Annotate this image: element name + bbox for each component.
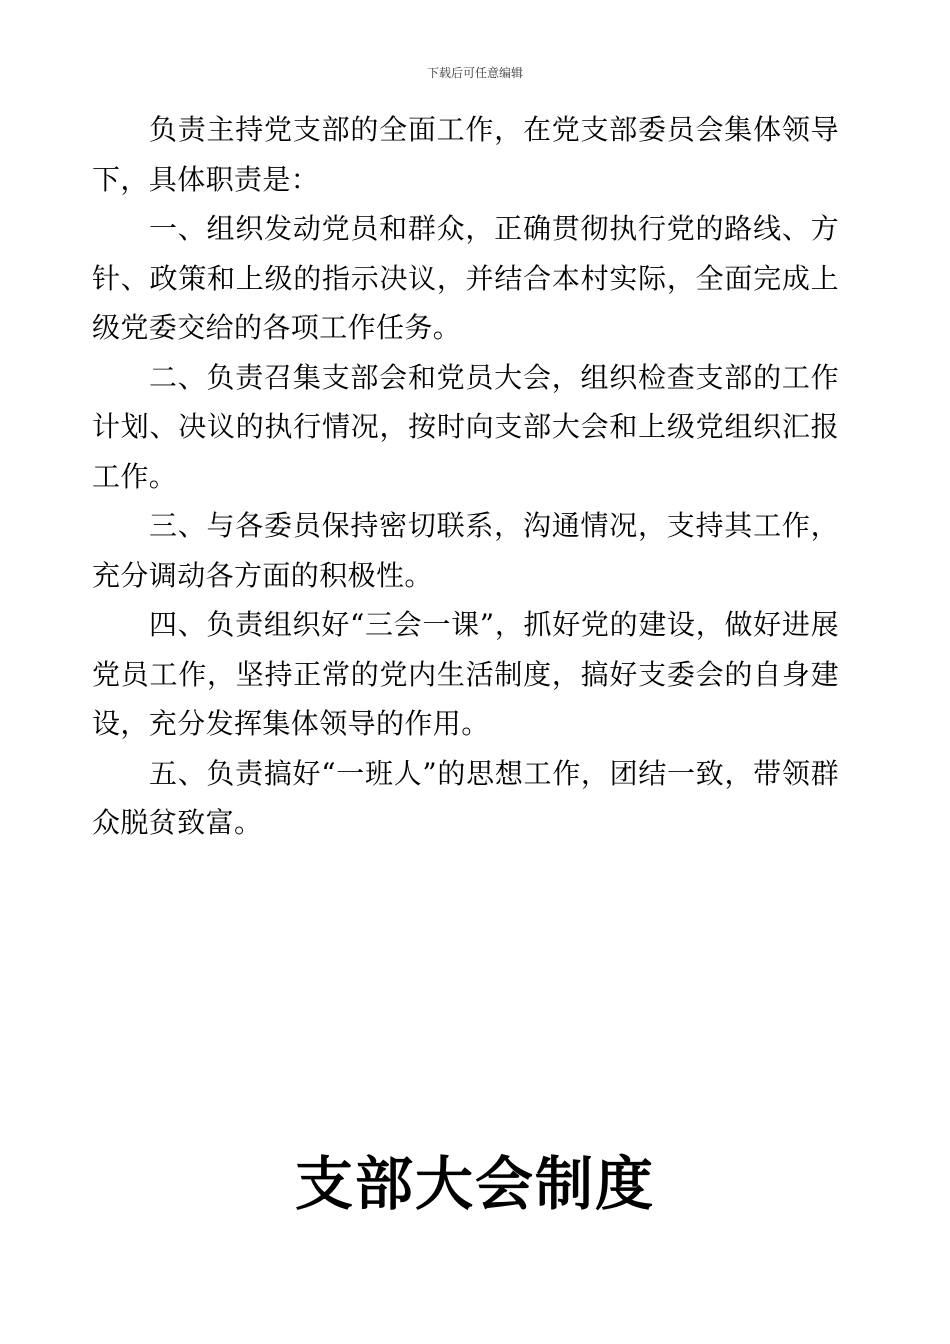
paragraph-duty-5: 五、负责搞好“一班人”的思想工作，团结一致，带领群众脱贫致富。: [92, 756, 839, 839]
paragraph-duty-4: 四、负责组织好“三会一课”，抓好党的建设，做好进展党员工作，坚持正常的党内生活制度，搞好支委会的自身建设，充分发挥集体领导的作用。: [92, 608, 839, 740]
paragraph-duty-2: 二、负责召集支部会和党员大会，组织检查支部的工作计划、决议的执行情况，按时向支部大会和上级党组织汇报工作。: [92, 360, 839, 493]
paragraph-duty-1: 一、组织发动党员和群众，正确贯彻执行党的路线、方针、政策和上级的指示决议，并结合本村实际，全面完成上级党委交给的各项工作任务。: [92, 212, 839, 344]
section-title: 支部大会制度: [294, 1150, 655, 1218]
page-header-note: 下载后可任意编辑: [426, 66, 523, 80]
document-body: [92, 105, 839, 848]
paragraph-duty-3: 三、与各委员保持密切联系，沟通情况，支持其工作，充分调动各方面的积极性。: [92, 509, 839, 592]
paragraph-intro: 负责主持党支部的全面工作，在党支部委员会集体领导下，具体职责是：: [92, 113, 839, 196]
